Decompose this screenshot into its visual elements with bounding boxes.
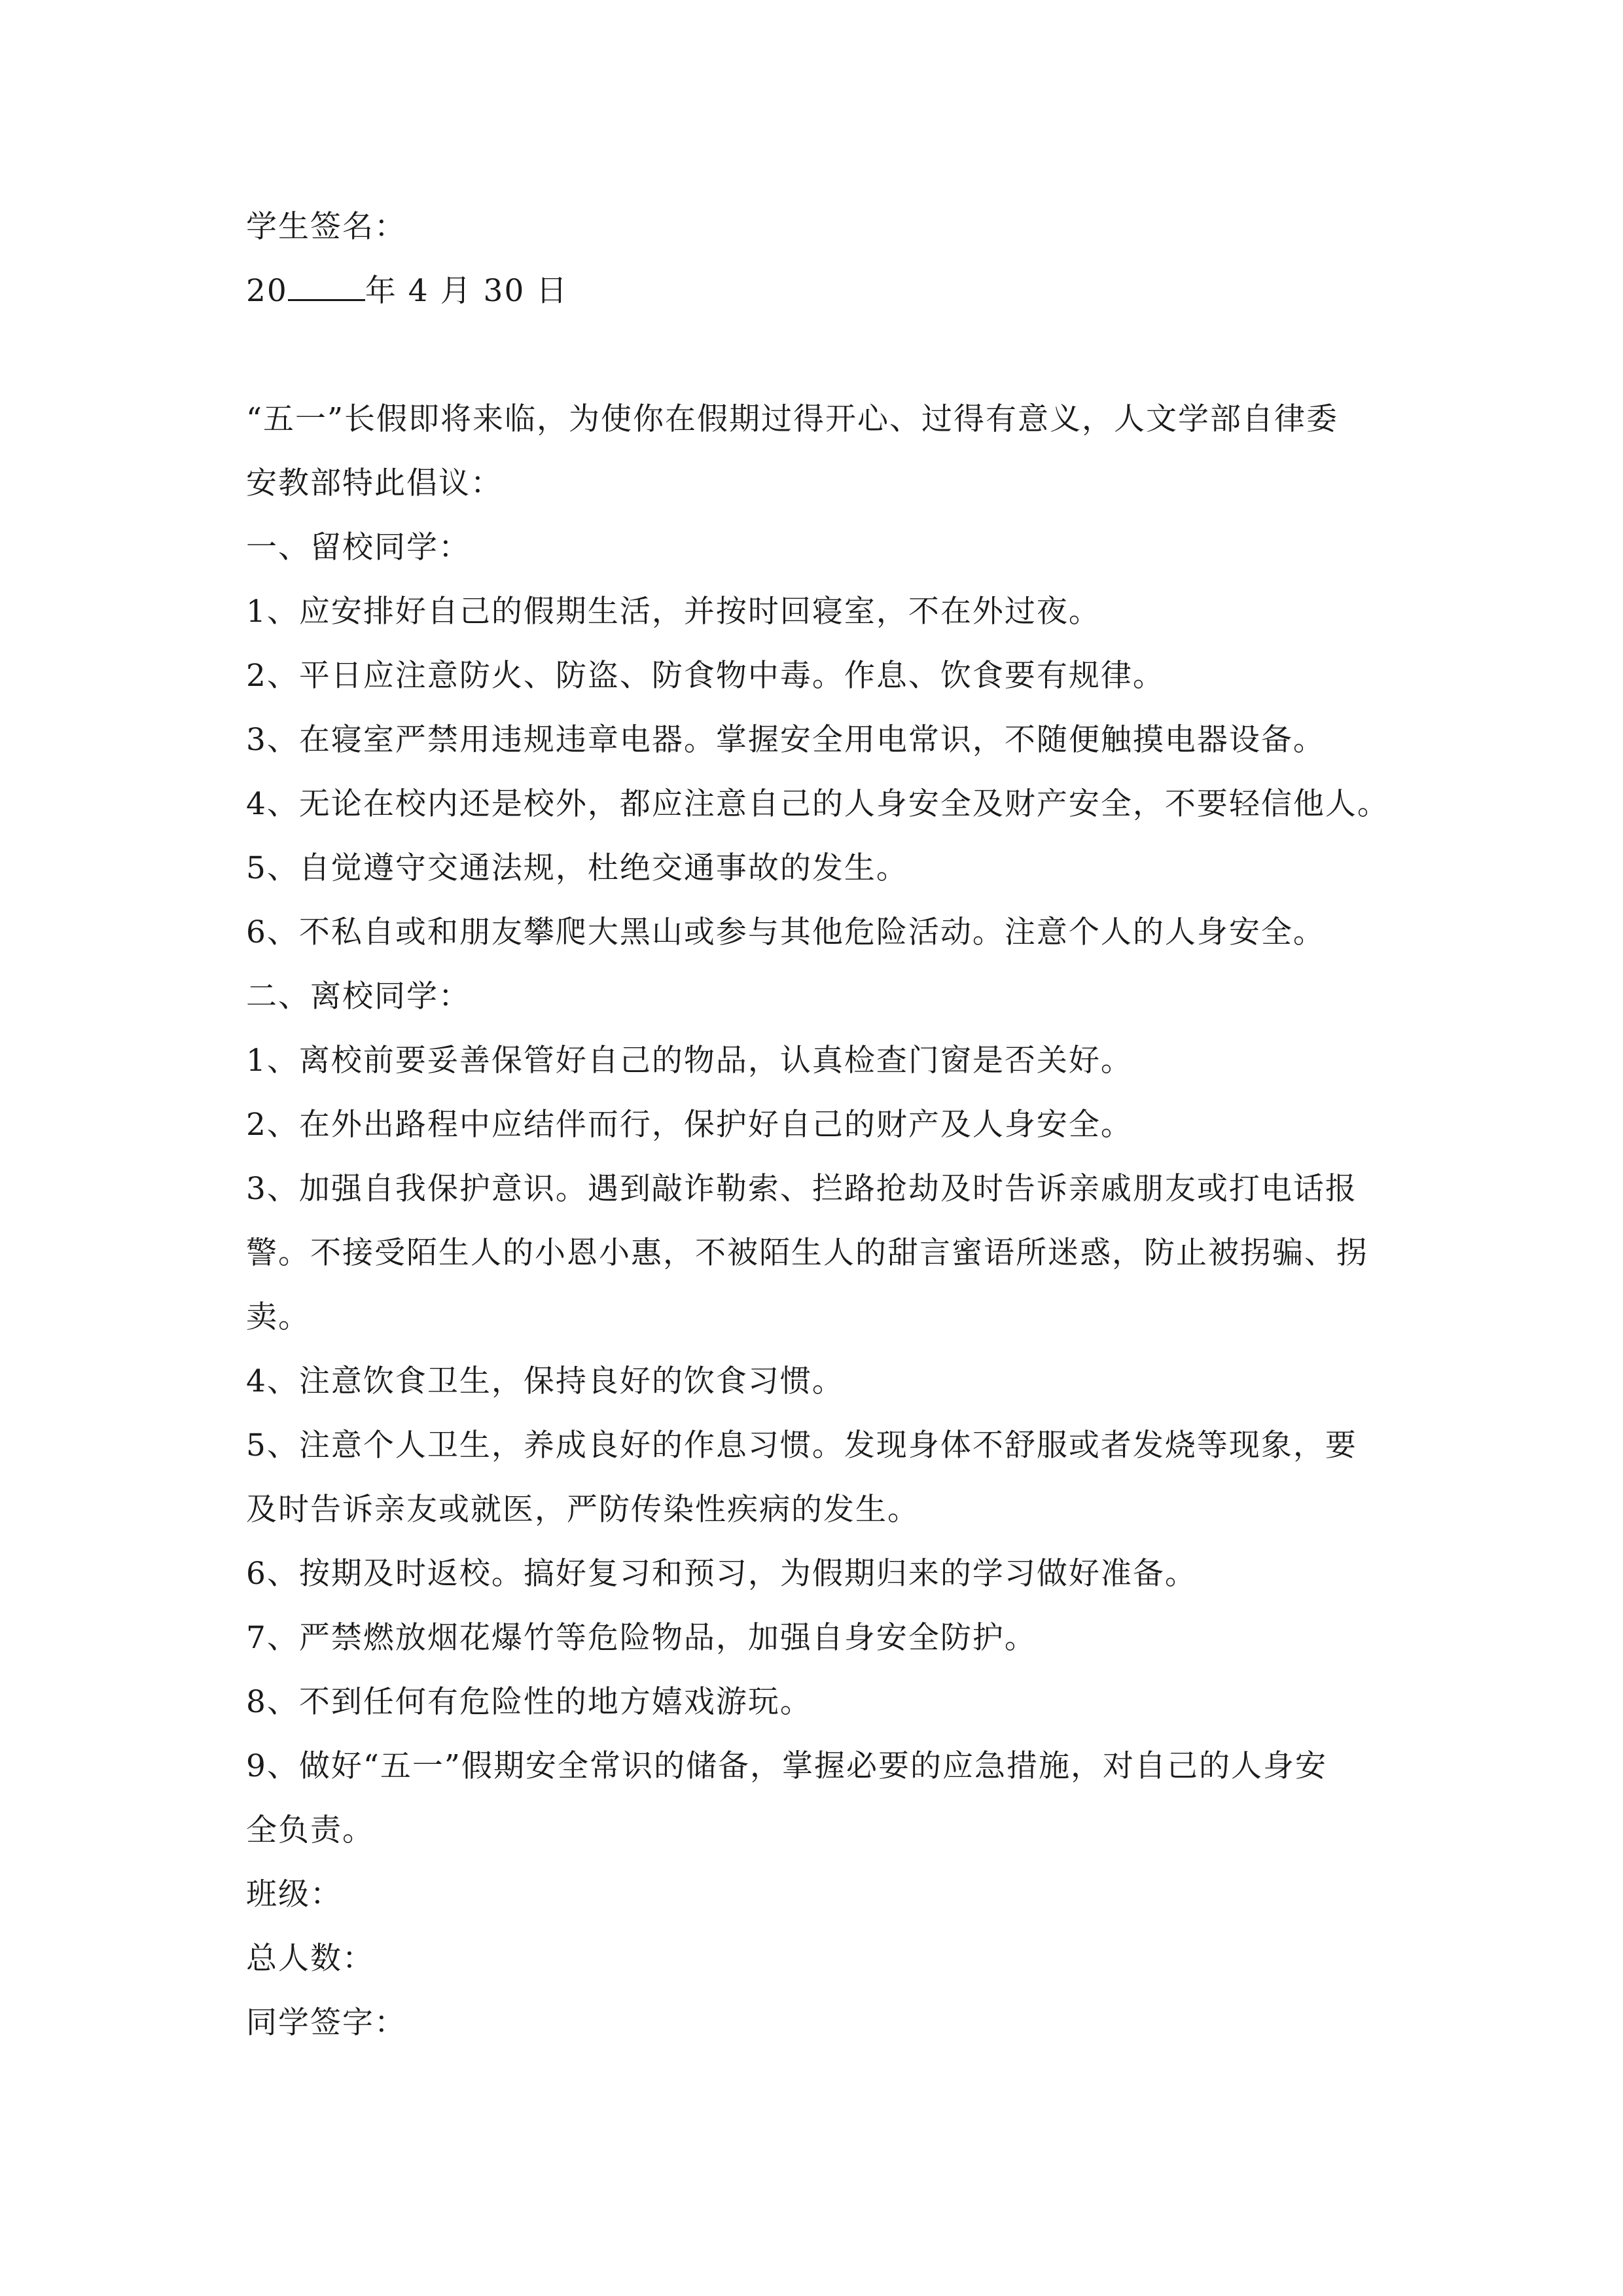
list-item: 4、无论在校内还是校外，都应注意自己的人身安全及财产安全，不要轻信他人。 <box>246 786 1389 822</box>
intro-line: 安教部特此倡议： <box>246 465 503 501</box>
list-item: 3、在寝室严禁用违规违章电器。掌握安全用电常识，不随便触摸电器设备。 <box>246 722 1325 758</box>
list-item: 1、应安排好自己的假期生活，并按时回寝室，不在外过夜。 <box>246 594 1101 630</box>
list-item: 5、注意个人卫生，养成良好的作息习惯。发现身体不舒服或者发烧等现象，要 <box>246 1427 1357 1463</box>
list-item: 2、在外出路程中应结伴而行，保护好自己的财产及人身安全。 <box>246 1107 1133 1143</box>
classmate-signature-label: 同学签字： <box>246 2005 406 2041</box>
list-item: 5、自觉遵守交通法规，杜绝交通事故的发生。 <box>246 850 908 886</box>
student-signature-label: 学生签名： <box>246 209 406 245</box>
list-item: 8、不到任何有危险性的地方嬉戏游玩。 <box>246 1684 812 1720</box>
list-item-continued: 卖。 <box>246 1299 310 1335</box>
list-item-continued: 及时告诉亲友或就医，严防传染性疾病的发生。 <box>246 1492 919 1528</box>
section-heading-staying: 一、留校同学： <box>246 529 471 565</box>
list-item: 2、平日应注意防火、防盗、防食物中毒。作息、饮食要有规律。 <box>246 658 1165 694</box>
list-item: 4、注意饮食卫生，保持良好的饮食习惯。 <box>246 1363 844 1399</box>
document-body <box>246 195 1398 2055</box>
list-item-continued: 全负责。 <box>246 1812 374 1848</box>
signature-date <box>246 259 1398 323</box>
spacer <box>246 323 1398 387</box>
date-prefix: 20 <box>246 273 288 309</box>
date-suffix: 年 4 月 30 日 <box>365 273 569 309</box>
list-item: 3、加强自我保护意识。遇到敲诈勒索、拦路抢劫及时告诉亲戚朋友或打电话报 <box>246 1171 1357 1207</box>
list-item: 6、按期及时返校。搞好复习和预习，为假期归来的学习做好准备。 <box>246 1556 1197 1592</box>
year-blank <box>288 273 365 301</box>
list-item: 7、严禁燃放烟花爆竹等危险物品，加强自身安全防护。 <box>246 1620 1037 1656</box>
list-item: 1、离校前要妥善保管好自己的物品，认真检查门窗是否关好。 <box>246 1043 1133 1079</box>
total-count-label: 总人数： <box>246 1941 374 1977</box>
section-heading-leaving: 二、离校同学： <box>246 978 471 1014</box>
list-item-continued: 警。不接受陌生人的小恩小惠，不被陌生人的甜言蜜语所迷惑，防止被拐骗、拐 <box>246 1235 1368 1271</box>
intro-line: “五一”长假即将来临，为使你在假期过得开心、过得有意义，人文学部自律委 <box>246 401 1339 437</box>
list-item: 6、不私自或和朋友攀爬大黑山或参与其他危险活动。注意个人的人身安全。 <box>246 914 1325 950</box>
class-label: 班级： <box>246 1876 342 1912</box>
list-item: 9、做好“五一”假期安全常识的储备，掌握必要的应急措施，对自己的人身安 <box>246 1748 1327 1784</box>
